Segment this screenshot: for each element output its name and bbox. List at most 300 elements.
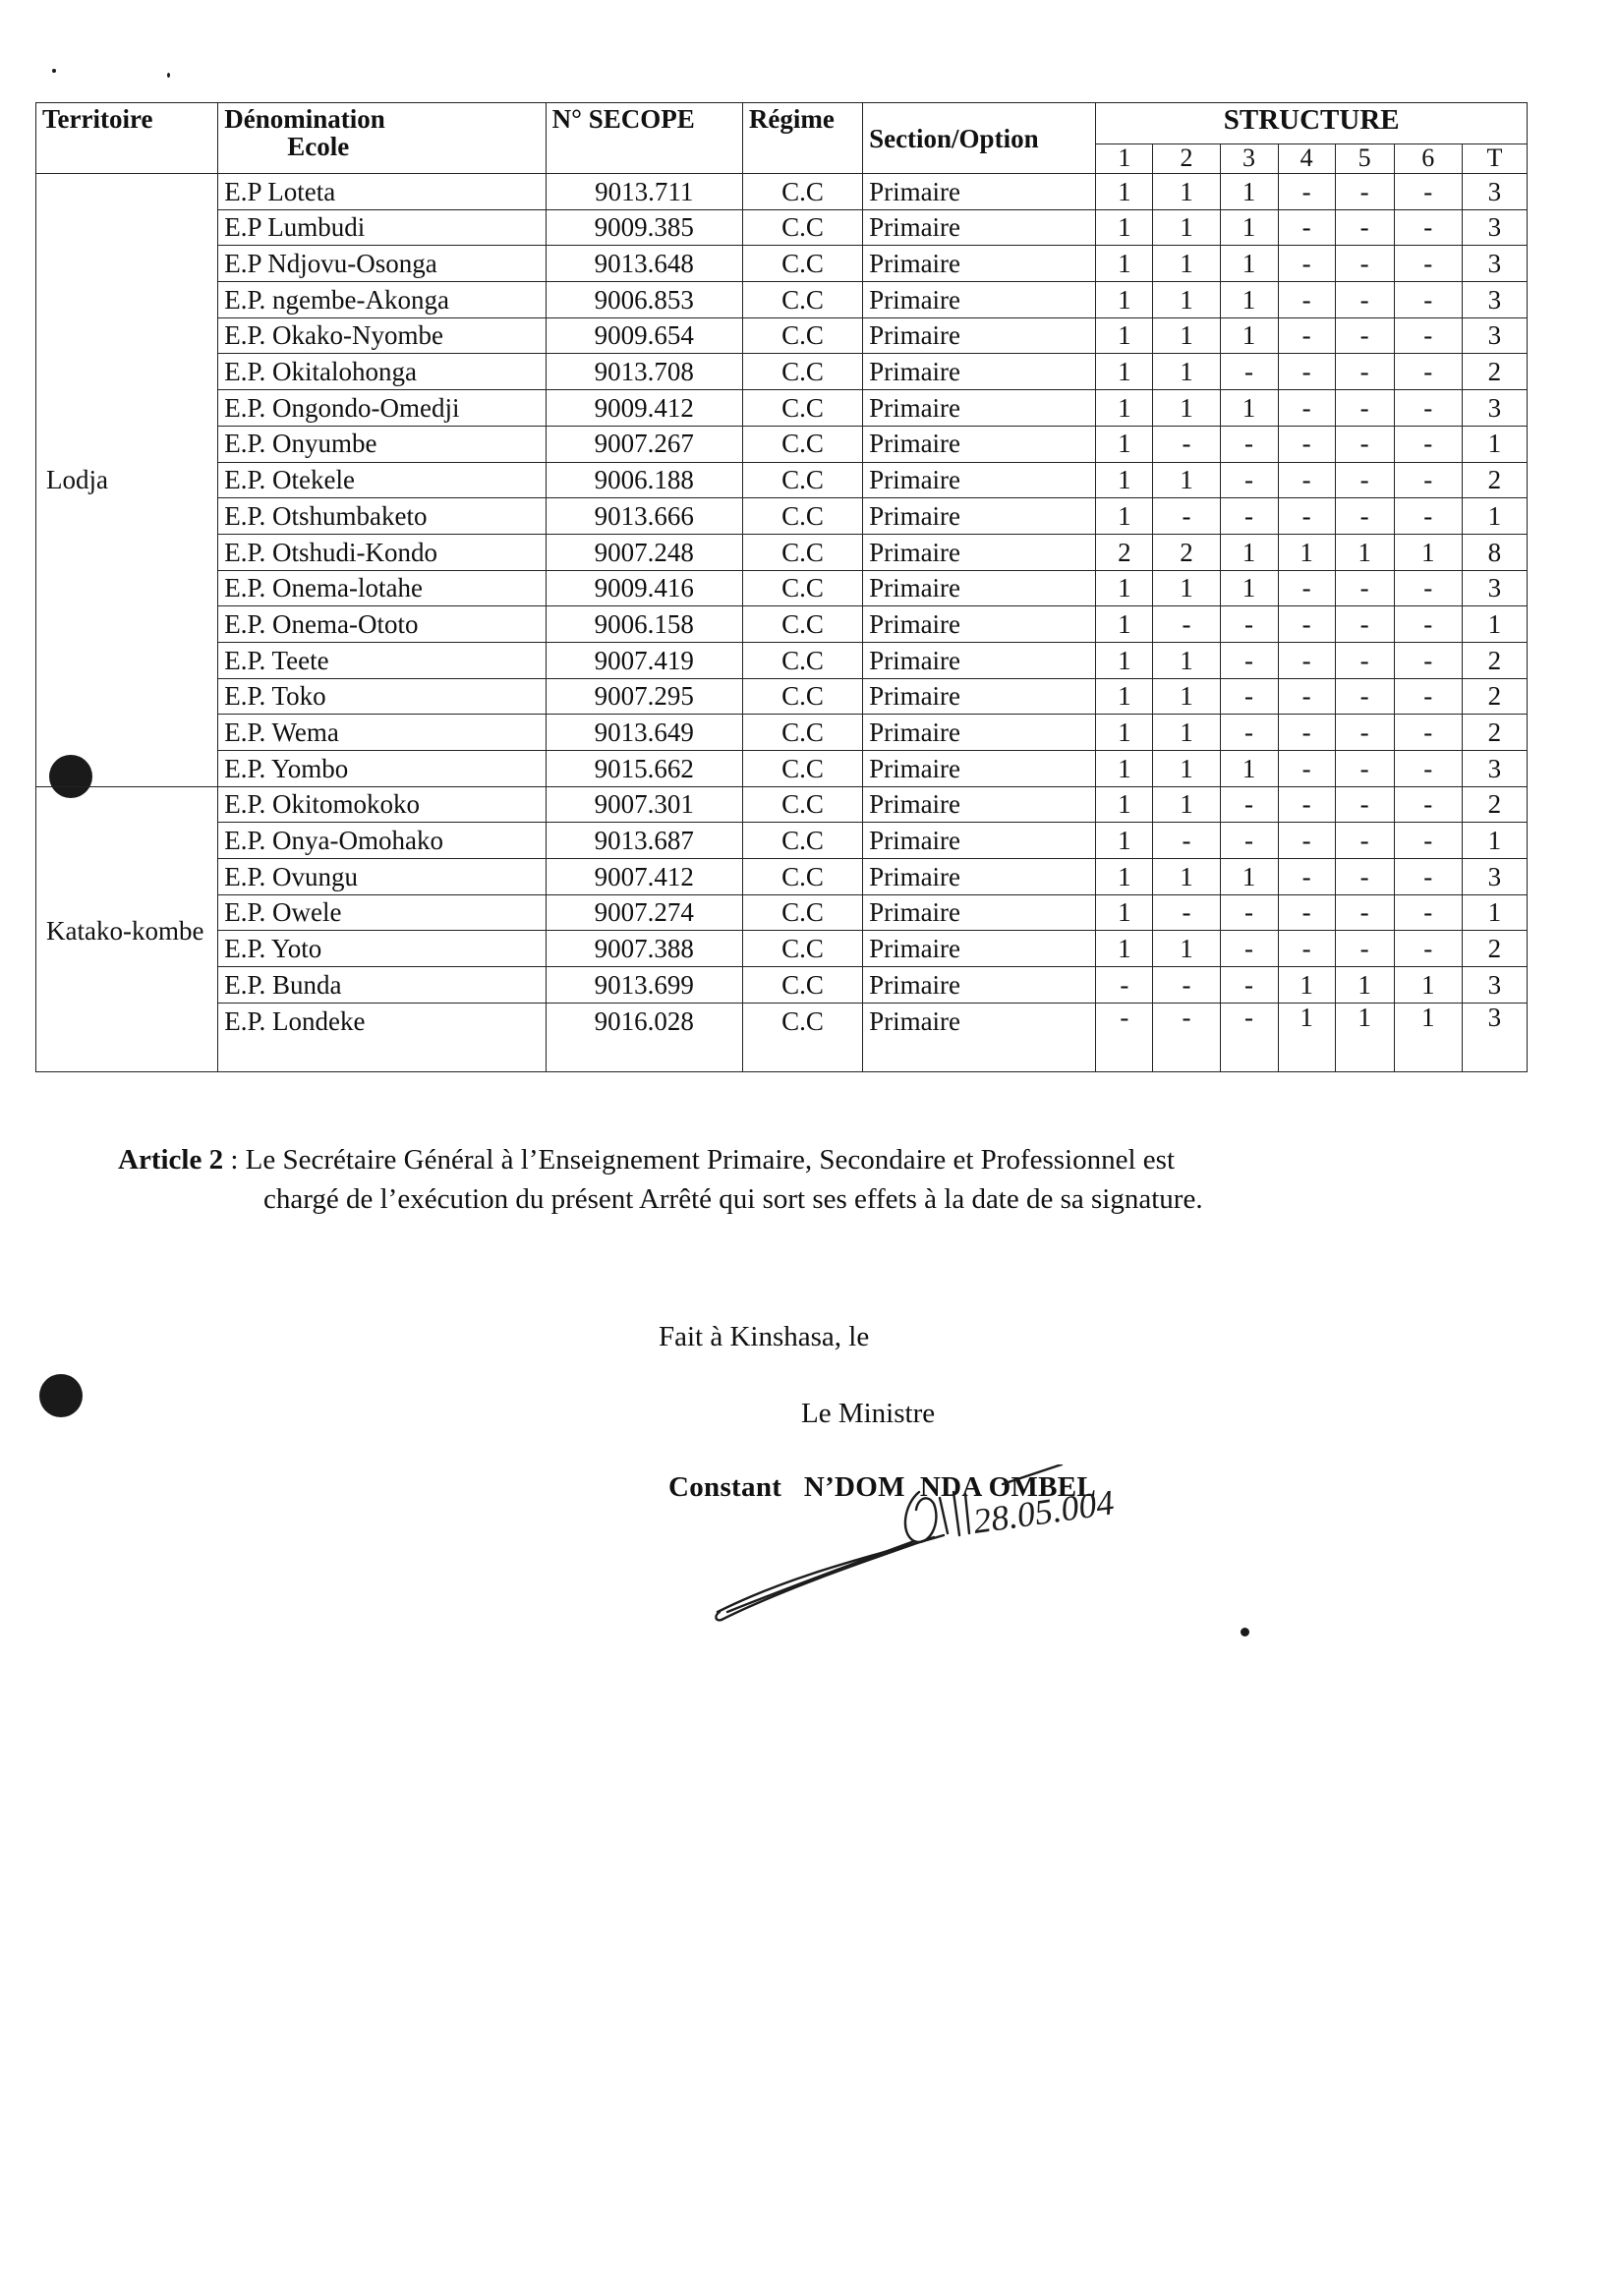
structure-cell: - bbox=[1278, 823, 1335, 859]
structure-cell: 2 bbox=[1462, 642, 1527, 678]
secope-cell: 9013.708 bbox=[546, 354, 742, 390]
structure-cell: - bbox=[1220, 426, 1278, 462]
structure-cell: - bbox=[1278, 859, 1335, 895]
header-denomination bbox=[218, 103, 546, 174]
header-structure-col: 3 bbox=[1220, 144, 1278, 174]
secope-cell: 9007.419 bbox=[546, 642, 742, 678]
school-name-cell: E.P Ndjovu-Osonga bbox=[218, 246, 546, 282]
secope-cell: 9007.412 bbox=[546, 859, 742, 895]
structure-cell: - bbox=[1394, 931, 1462, 967]
regime-cell: C.C bbox=[742, 823, 862, 859]
structure-cell: 3 bbox=[1462, 967, 1527, 1004]
structure-cell: 1 bbox=[1153, 282, 1220, 318]
structure-cell: 2 bbox=[1096, 534, 1153, 570]
article-label: Article 2 bbox=[118, 1144, 224, 1176]
structure-cell: - bbox=[1394, 642, 1462, 678]
article-2 bbox=[118, 1140, 1396, 1219]
minister-title: Le Ministre bbox=[801, 1398, 936, 1429]
structure-cell: 1 bbox=[1096, 894, 1153, 931]
table-row bbox=[36, 390, 1528, 427]
table-row bbox=[36, 894, 1528, 931]
structure-cell: - bbox=[1278, 462, 1335, 498]
structure-cell: 1 bbox=[1153, 931, 1220, 967]
structure-cell: 1 bbox=[1153, 317, 1220, 354]
structure-cell: - bbox=[1153, 498, 1220, 535]
structure-cell: - bbox=[1220, 1003, 1278, 1071]
section-cell: Primaire bbox=[863, 174, 1096, 210]
structure-cell: - bbox=[1153, 894, 1220, 931]
structure-cell: 1 bbox=[1096, 642, 1153, 678]
structure-cell: - bbox=[1220, 606, 1278, 643]
structure-cell: 3 bbox=[1462, 390, 1527, 427]
secope-cell: 9013.687 bbox=[546, 823, 742, 859]
header-structure-col: T bbox=[1462, 144, 1527, 174]
structure-cell: 1 bbox=[1394, 534, 1462, 570]
place-date-line: Fait à Kinshasa, le bbox=[659, 1321, 870, 1352]
structure-cell: - bbox=[1220, 462, 1278, 498]
regime-cell: C.C bbox=[742, 246, 862, 282]
structure-cell: - bbox=[1096, 1003, 1153, 1071]
structure-cell: - bbox=[1220, 823, 1278, 859]
structure-cell: - bbox=[1335, 174, 1394, 210]
structure-cell: - bbox=[1394, 823, 1462, 859]
table-row bbox=[36, 209, 1528, 246]
structure-cell: - bbox=[1394, 174, 1462, 210]
structure-cell: - bbox=[1278, 751, 1335, 787]
section-cell: Primaire bbox=[863, 823, 1096, 859]
header-regime: Régime bbox=[742, 103, 862, 174]
structure-cell: - bbox=[1335, 678, 1394, 715]
section-cell: Primaire bbox=[863, 606, 1096, 643]
structure-cell: 1 bbox=[1153, 462, 1220, 498]
structure-cell: 1 bbox=[1220, 246, 1278, 282]
structure-cell: - bbox=[1278, 282, 1335, 318]
structure-cell: - bbox=[1394, 570, 1462, 606]
structure-cell: 1 bbox=[1096, 426, 1153, 462]
school-name-cell: E.P Lumbudi bbox=[218, 209, 546, 246]
structure-cell: - bbox=[1153, 606, 1220, 643]
structure-cell: 1 bbox=[1335, 1003, 1394, 1071]
structure-cell: 1 bbox=[1153, 678, 1220, 715]
section-cell: Primaire bbox=[863, 967, 1096, 1004]
structure-cell: - bbox=[1335, 859, 1394, 895]
structure-cell: - bbox=[1335, 570, 1394, 606]
structure-cell: 1 bbox=[1153, 390, 1220, 427]
table-row bbox=[36, 823, 1528, 859]
structure-cell: 1 bbox=[1153, 642, 1220, 678]
structure-cell: 1 bbox=[1220, 174, 1278, 210]
article-text-2: chargé de l’exécution du présent Arrêté qui sort ses effets à la date de sa signature. bbox=[263, 1183, 1203, 1215]
school-name-cell: E.P. Wema bbox=[218, 715, 546, 751]
structure-cell: - bbox=[1220, 931, 1278, 967]
structure-cell: - bbox=[1278, 786, 1335, 823]
structure-cell: - bbox=[1278, 354, 1335, 390]
structure-cell: - bbox=[1220, 678, 1278, 715]
regime-cell: C.C bbox=[742, 570, 862, 606]
signature-date: 28.05.004 bbox=[970, 1482, 1117, 1541]
structure-cell: - bbox=[1220, 715, 1278, 751]
structure-cell: 2 bbox=[1462, 462, 1527, 498]
structure-cell: 1 bbox=[1220, 859, 1278, 895]
structure-cell: 1 bbox=[1278, 534, 1335, 570]
structure-cell: 1 bbox=[1096, 931, 1153, 967]
structure-cell: 1 bbox=[1335, 534, 1394, 570]
table-row bbox=[36, 246, 1528, 282]
structure-cell: 1 bbox=[1096, 354, 1153, 390]
structure-cell: - bbox=[1394, 715, 1462, 751]
school-name-cell: E.P. Otshumbaketo bbox=[218, 498, 546, 535]
regime-cell: C.C bbox=[742, 642, 862, 678]
school-name-cell: E.P. Teete bbox=[218, 642, 546, 678]
table-row bbox=[36, 967, 1528, 1004]
structure-cell: 1 bbox=[1096, 390, 1153, 427]
header-structure-col: 5 bbox=[1335, 144, 1394, 174]
table-row bbox=[36, 1003, 1528, 1071]
structure-cell: - bbox=[1394, 426, 1462, 462]
secope-cell: 9006.158 bbox=[546, 606, 742, 643]
structure-cell: 1 bbox=[1096, 751, 1153, 787]
table-row bbox=[36, 931, 1528, 967]
territoire-cell: Katako-kombe bbox=[36, 786, 218, 1071]
regime-cell: C.C bbox=[742, 174, 862, 210]
section-cell: Primaire bbox=[863, 894, 1096, 931]
regime-cell: C.C bbox=[742, 354, 862, 390]
structure-cell: - bbox=[1153, 426, 1220, 462]
structure-cell: 1 bbox=[1153, 209, 1220, 246]
structure-cell: 3 bbox=[1462, 859, 1527, 895]
structure-cell: 2 bbox=[1153, 534, 1220, 570]
regime-cell: C.C bbox=[742, 282, 862, 318]
header-territoire: Territoire bbox=[36, 103, 218, 174]
structure-cell: 1 bbox=[1153, 859, 1220, 895]
secope-cell: 9009.654 bbox=[546, 317, 742, 354]
structure-cell: 1 bbox=[1220, 317, 1278, 354]
regime-cell: C.C bbox=[742, 786, 862, 823]
secope-cell: 9013.649 bbox=[546, 715, 742, 751]
school-name-cell: E.P. Ongondo-Omedji bbox=[218, 390, 546, 427]
section-cell: Primaire bbox=[863, 209, 1096, 246]
structure-cell: - bbox=[1394, 678, 1462, 715]
structure-cell: - bbox=[1335, 823, 1394, 859]
structure-cell: - bbox=[1220, 642, 1278, 678]
secope-cell: 9013.711 bbox=[546, 174, 742, 210]
structure-cell: - bbox=[1394, 462, 1462, 498]
table-row bbox=[36, 715, 1528, 751]
secope-cell: 9007.295 bbox=[546, 678, 742, 715]
school-name-cell: E.P. Yombo bbox=[218, 751, 546, 787]
structure-cell: 1 bbox=[1220, 534, 1278, 570]
school-name-cell: E.P. Londeke bbox=[218, 1003, 546, 1071]
structure-cell: 2 bbox=[1462, 786, 1527, 823]
school-name-cell: E.P. Onema-Ototo bbox=[218, 606, 546, 643]
header-structure: STRUCTURE bbox=[1096, 103, 1528, 144]
structure-cell: - bbox=[1278, 715, 1335, 751]
structure-cell: - bbox=[1278, 426, 1335, 462]
structure-cell: - bbox=[1220, 967, 1278, 1004]
structure-cell: 1 bbox=[1096, 209, 1153, 246]
section-cell: Primaire bbox=[863, 426, 1096, 462]
article-line-1 bbox=[118, 1140, 1396, 1179]
structure-cell: - bbox=[1394, 859, 1462, 895]
structure-cell: 3 bbox=[1462, 751, 1527, 787]
section-cell: Primaire bbox=[863, 642, 1096, 678]
structure-cell: 1 bbox=[1153, 570, 1220, 606]
structure-cell: 1 bbox=[1153, 786, 1220, 823]
structure-cell: - bbox=[1394, 209, 1462, 246]
structure-cell: 1 bbox=[1096, 246, 1153, 282]
school-name-cell: E.P. Okitalohonga bbox=[218, 354, 546, 390]
header-structure-col: 1 bbox=[1096, 144, 1153, 174]
secope-cell: 9015.662 bbox=[546, 751, 742, 787]
regime-cell: C.C bbox=[742, 967, 862, 1004]
secope-cell: 9007.267 bbox=[546, 426, 742, 462]
structure-cell: 2 bbox=[1462, 931, 1527, 967]
structure-cell: - bbox=[1394, 786, 1462, 823]
table-row bbox=[36, 859, 1528, 895]
section-cell: Primaire bbox=[863, 246, 1096, 282]
secope-cell: 9007.388 bbox=[546, 931, 742, 967]
structure-cell: - bbox=[1335, 426, 1394, 462]
structure-cell: 1 bbox=[1462, 894, 1527, 931]
structure-cell: 1 bbox=[1220, 282, 1278, 318]
structure-cell: - bbox=[1335, 354, 1394, 390]
structure-cell: - bbox=[1278, 570, 1335, 606]
structure-cell: - bbox=[1153, 967, 1220, 1004]
structure-cell: - bbox=[1278, 174, 1335, 210]
secope-cell: 9007.248 bbox=[546, 534, 742, 570]
regime-cell: C.C bbox=[742, 606, 862, 643]
structure-cell: - bbox=[1335, 715, 1394, 751]
structure-cell: - bbox=[1278, 606, 1335, 643]
scan-speck bbox=[52, 69, 56, 73]
schools-table bbox=[35, 102, 1528, 1072]
structure-cell: - bbox=[1278, 390, 1335, 427]
structure-cell: 3 bbox=[1462, 1003, 1527, 1071]
structure-cell: - bbox=[1394, 606, 1462, 643]
regime-cell: C.C bbox=[742, 1003, 862, 1071]
structure-cell: - bbox=[1278, 498, 1335, 535]
structure-cell: - bbox=[1335, 246, 1394, 282]
structure-cell: - bbox=[1278, 317, 1335, 354]
regime-cell: C.C bbox=[742, 534, 862, 570]
scan-speck bbox=[1241, 1628, 1249, 1636]
structure-cell: - bbox=[1394, 317, 1462, 354]
minister-name: Constant N’DOM NDA OMBEL bbox=[668, 1471, 1097, 1503]
structure-cell: - bbox=[1278, 931, 1335, 967]
header-denomination-line1: Dénomination bbox=[224, 104, 385, 134]
structure-cell: - bbox=[1335, 462, 1394, 498]
structure-cell: 1 bbox=[1096, 606, 1153, 643]
section-cell: Primaire bbox=[863, 354, 1096, 390]
school-name-cell: E.P. Otekele bbox=[218, 462, 546, 498]
secope-cell: 9006.853 bbox=[546, 282, 742, 318]
structure-cell: - bbox=[1278, 246, 1335, 282]
regime-cell: C.C bbox=[742, 426, 862, 462]
structure-cell: 2 bbox=[1462, 678, 1527, 715]
table-row bbox=[36, 606, 1528, 643]
header-structure-col: 6 bbox=[1394, 144, 1462, 174]
school-name-cell: E.P. Toko bbox=[218, 678, 546, 715]
section-cell: Primaire bbox=[863, 570, 1096, 606]
regime-cell: C.C bbox=[742, 678, 862, 715]
structure-cell: - bbox=[1153, 823, 1220, 859]
secope-cell: 9009.385 bbox=[546, 209, 742, 246]
structure-cell: - bbox=[1394, 751, 1462, 787]
structure-cell: - bbox=[1335, 317, 1394, 354]
structure-cell: - bbox=[1096, 967, 1153, 1004]
structure-cell: - bbox=[1394, 282, 1462, 318]
structure-cell: 1 bbox=[1220, 390, 1278, 427]
regime-cell: C.C bbox=[742, 317, 862, 354]
structure-cell: 1 bbox=[1096, 462, 1153, 498]
structure-cell: 1 bbox=[1096, 859, 1153, 895]
section-cell: Primaire bbox=[863, 1003, 1096, 1071]
structure-cell: - bbox=[1278, 678, 1335, 715]
structure-cell: 8 bbox=[1462, 534, 1527, 570]
structure-cell: - bbox=[1220, 894, 1278, 931]
table-row bbox=[36, 786, 1528, 823]
structure-cell: 1 bbox=[1462, 606, 1527, 643]
article-separator: : bbox=[223, 1144, 246, 1176]
header-secope: N° SECOPE bbox=[546, 103, 742, 174]
regime-cell: C.C bbox=[742, 715, 862, 751]
secope-cell: 9013.699 bbox=[546, 967, 742, 1004]
structure-cell: - bbox=[1335, 751, 1394, 787]
handwritten-signature bbox=[708, 1464, 1180, 1641]
regime-cell: C.C bbox=[742, 931, 862, 967]
structure-cell: - bbox=[1335, 209, 1394, 246]
scan-speck bbox=[167, 73, 170, 78]
school-name-cell: E.P. Bunda bbox=[218, 967, 546, 1004]
table-row bbox=[36, 354, 1528, 390]
table-row bbox=[36, 642, 1528, 678]
structure-cell: 1 bbox=[1096, 786, 1153, 823]
structure-cell: 3 bbox=[1462, 570, 1527, 606]
article-text-1: Le Secrétaire Général à l’Enseignement Primaire, Secondaire et Professionnel est bbox=[245, 1144, 1176, 1176]
section-cell: Primaire bbox=[863, 498, 1096, 535]
school-name-cell: E.P Loteta bbox=[218, 174, 546, 210]
structure-cell: - bbox=[1335, 642, 1394, 678]
structure-cell: 1 bbox=[1096, 317, 1153, 354]
structure-cell: 3 bbox=[1462, 282, 1527, 318]
structure-cell: 1 bbox=[1096, 715, 1153, 751]
structure-cell: - bbox=[1394, 354, 1462, 390]
structure-cell: 1 bbox=[1335, 967, 1394, 1004]
school-name-cell: E.P. Yoto bbox=[218, 931, 546, 967]
structure-cell: - bbox=[1335, 931, 1394, 967]
structure-cell: 3 bbox=[1462, 317, 1527, 354]
structure-cell: 3 bbox=[1462, 174, 1527, 210]
structure-cell: 1 bbox=[1153, 354, 1220, 390]
section-cell: Primaire bbox=[863, 317, 1096, 354]
school-name-cell: E.P. Onya-Omohako bbox=[218, 823, 546, 859]
structure-cell: 1 bbox=[1394, 1003, 1462, 1071]
section-cell: Primaire bbox=[863, 534, 1096, 570]
section-cell: Primaire bbox=[863, 715, 1096, 751]
secope-cell: 9016.028 bbox=[546, 1003, 742, 1071]
table-row bbox=[36, 426, 1528, 462]
secope-cell: 9007.274 bbox=[546, 894, 742, 931]
school-name-cell: E.P. Okako-Nyombe bbox=[218, 317, 546, 354]
school-name-cell: E.P. Otshudi-Kondo bbox=[218, 534, 546, 570]
table-row bbox=[36, 282, 1528, 318]
territoire-cell: Lodja bbox=[36, 174, 218, 787]
regime-cell: C.C bbox=[742, 462, 862, 498]
structure-cell: - bbox=[1394, 390, 1462, 427]
structure-cell: 1 bbox=[1096, 570, 1153, 606]
school-name-cell: E.P. Okitomokoko bbox=[218, 786, 546, 823]
punch-hole-mark bbox=[39, 1374, 83, 1417]
structure-cell: 1 bbox=[1096, 498, 1153, 535]
structure-cell: - bbox=[1220, 786, 1278, 823]
structure-cell: - bbox=[1278, 209, 1335, 246]
school-name-cell: E.P. Ovungu bbox=[218, 859, 546, 895]
structure-cell: - bbox=[1278, 642, 1335, 678]
structure-cell: 1 bbox=[1462, 823, 1527, 859]
structure-cell: 3 bbox=[1462, 246, 1527, 282]
table-row bbox=[36, 678, 1528, 715]
structure-cell: 1 bbox=[1153, 174, 1220, 210]
structure-cell: - bbox=[1394, 894, 1462, 931]
regime-cell: C.C bbox=[742, 894, 862, 931]
structure-cell: 2 bbox=[1462, 354, 1527, 390]
secope-cell: 9009.412 bbox=[546, 390, 742, 427]
table-row bbox=[36, 317, 1528, 354]
table-row bbox=[36, 498, 1528, 535]
structure-cell: - bbox=[1394, 246, 1462, 282]
header-section: Section/Option bbox=[863, 103, 1096, 174]
secope-cell: 9013.666 bbox=[546, 498, 742, 535]
table-row bbox=[36, 174, 1528, 210]
section-cell: Primaire bbox=[863, 678, 1096, 715]
structure-cell: 1 bbox=[1220, 751, 1278, 787]
school-name-cell: E.P. ngembe-Akonga bbox=[218, 282, 546, 318]
structure-cell: 1 bbox=[1096, 823, 1153, 859]
structure-cell: - bbox=[1394, 498, 1462, 535]
table-row bbox=[36, 570, 1528, 606]
secope-cell: 9013.648 bbox=[546, 246, 742, 282]
regime-cell: C.C bbox=[742, 751, 862, 787]
structure-cell: - bbox=[1335, 894, 1394, 931]
secope-cell: 9009.416 bbox=[546, 570, 742, 606]
structure-cell: - bbox=[1220, 354, 1278, 390]
structure-cell: 1 bbox=[1220, 570, 1278, 606]
school-name-cell: E.P. Onyumbe bbox=[218, 426, 546, 462]
regime-cell: C.C bbox=[742, 390, 862, 427]
section-cell: Primaire bbox=[863, 751, 1096, 787]
school-name-cell: E.P. Onema-lotahe bbox=[218, 570, 546, 606]
structure-cell: - bbox=[1335, 390, 1394, 427]
structure-cell: - bbox=[1278, 894, 1335, 931]
structure-cell: 1 bbox=[1278, 967, 1335, 1004]
structure-cell: 1 bbox=[1394, 967, 1462, 1004]
structure-cell: - bbox=[1335, 282, 1394, 318]
header-structure-col: 4 bbox=[1278, 144, 1335, 174]
structure-cell: 1 bbox=[1096, 678, 1153, 715]
structure-cell: 2 bbox=[1462, 715, 1527, 751]
header-denomination-line2: Ecole bbox=[287, 132, 350, 162]
structure-cell: 1 bbox=[1153, 246, 1220, 282]
structure-cell: 3 bbox=[1462, 209, 1527, 246]
section-cell: Primaire bbox=[863, 462, 1096, 498]
table-row bbox=[36, 462, 1528, 498]
structure-cell: - bbox=[1335, 606, 1394, 643]
structure-cell: 1 bbox=[1096, 174, 1153, 210]
secope-cell: 9006.188 bbox=[546, 462, 742, 498]
table-row bbox=[36, 751, 1528, 787]
structure-cell: - bbox=[1335, 786, 1394, 823]
section-cell: Primaire bbox=[863, 282, 1096, 318]
